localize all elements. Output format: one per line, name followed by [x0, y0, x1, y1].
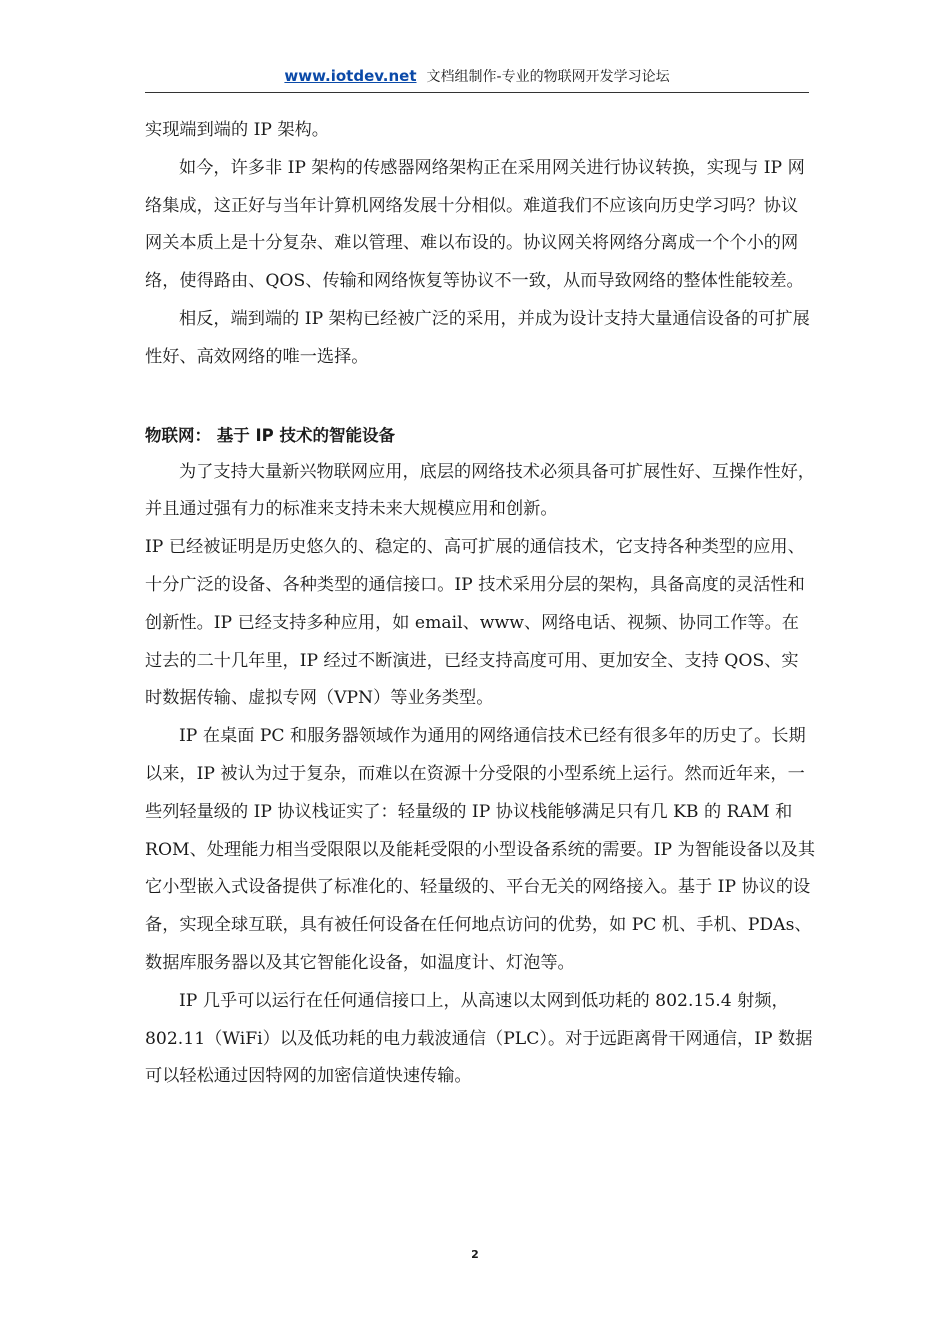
document-body: [145, 112, 815, 1096]
site-link[interactable]: www.iotdev.net: [284, 67, 417, 85]
paragraph: 为了支持大量新兴物联网应用，底层的网络技术必须具备可扩展性好、互操作性好，并且通过强有力的标准来支持未来大规模应用和创新。: [145, 461, 815, 520]
paragraph: 相反，端到端的 IP 架构已经被广泛的采用，并成为设计支持大量通信设备的可扩展性好、高效网络的唯一选择。: [145, 308, 810, 367]
paragraph: IP 已经被证明是历史悠久的、稳定的、高可扩展的通信技术，它支持各种类型的应用、十分广泛的设备、各种类型的通信接口。IP 技术采用分层的架构，具备高度的灵活性和创新性。IP 已经支持多种应用，如 email、www、网络电话、视频、协同工作等。在过去的二十几年里，IP 经过不断演进，已经支持高度可用、更加安全、支持 QOS、实时数据传输、虚拟专网（VPN）等业务类型。: [145, 537, 805, 709]
section-title: 物联网： 基于 IP 技术的智能设备: [145, 425, 395, 445]
page-header: [145, 64, 809, 93]
paragraph: 如今，许多非 IP 架构的传感器网络架构正在采用网关进行协议转换，实现与 IP 网络集成，这正好与当年计算机网络发展十分相似。难道我们不应该向历史学习吗？协议网关本质上是十分复杂、难以管理、难以布设的。协议网关将网络分离成一个个小的网络，使得路由、QOS、传输和网络恢复等协议不一致，从而导致网络的整体性能较差。: [145, 157, 805, 292]
page-number: 2: [471, 1248, 479, 1261]
paragraph-continuation: 实现端到端的 IP 架构。: [145, 120, 329, 140]
paragraph: IP 在桌面 PC 和服务器领域作为通用的网络通信技术已经有很多年的历史了。长期以来，IP 被认为过于复杂，而难以在资源十分受限的小型系统上运行。然而近年来，一些列轻量级的 IP 协议栈证实了：轻量级的 IP 协议栈能够满足只有几 KB 的 RAM 和 ROM、处理能力相当受限限以及能耗受限的小型设备系统的需要。IP 为智能设备以及其它小型嵌入式设备提供了标准化的、轻量级的、平台无关的网络接入。基于 IP 协议的设备，实现全球互联，具有被任何设备在任何地点访问的优势，如 PC 机、手机、PDAs、数据库服务器以及其它智能化设备，如温度计、灯泡等。: [145, 726, 816, 973]
paragraph: IP 几乎可以运行在任何通信接口上，从高速以太网到低功耗的 802.15.4 射频，802.11（WiFi）以及低功耗的电力载波通信（PLC）。对于远距离骨干网通信，IP 数据可以轻松通过因特网的加密信道快速传输。: [145, 990, 813, 1087]
header-description: 文档组制作-专业的物联网开发学习论坛: [426, 69, 670, 85]
